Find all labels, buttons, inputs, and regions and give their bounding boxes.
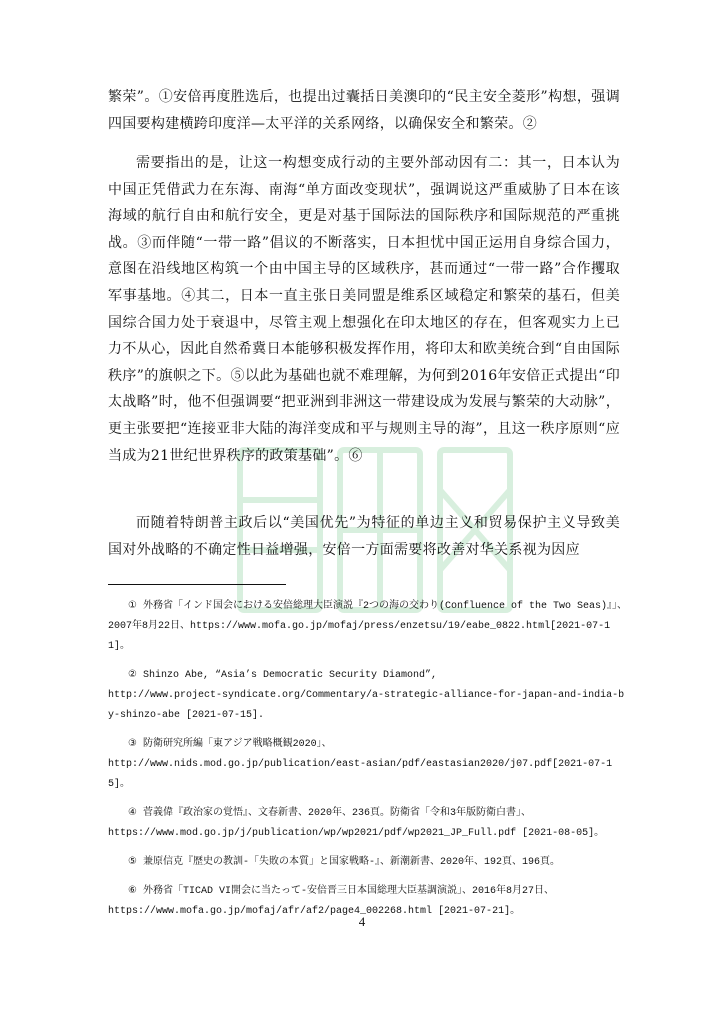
footnote-mark: ① <box>128 600 137 611</box>
footnote-text: Shinzo Abe, “Asia’s Democratic Security Diamond”, <box>142 670 438 681</box>
footnote-text: 菅義偉『政治家の覚悟』、文春新書、2020年、236頁。防衛省「令和3年版防衛白書」、 <box>142 808 531 819</box>
footnote-text: 兼原信克『歴史の教訓-「失敗の本質」と国家戦略-』、新潮新書、2020年、192頁、196頁。 <box>142 857 560 868</box>
footnote-url[interactable]: http://www.project-syndicate.org/Commentary/a-strategic-alliance-for-japan-and-india-by-shinzo-abe [2021-07-15]. <box>108 690 625 721</box>
footnote-4 <box>108 803 628 844</box>
footnote-mark: ③ <box>128 738 137 749</box>
body-paragraph-1: 繁荣”。①安倍再度胜选后，也提出过囊括日美澳印的“民主安全菱形”构想，强调四国要构建横跨印度洋—太平洋的关系网络，以确保安全和繁荣。② <box>108 89 620 132</box>
footnote-url[interactable]: https://www.mod.go.jp/j/publication/wp/wp2021/pdf/wp2021_JP_Full.pdf [2021-08-05]。 <box>108 828 605 839</box>
footnote-url[interactable]: http://www.nids.mod.go.jp/publication/east-asian/pdf/eastasian2020/j07.pdf[2021-07-15]。 <box>108 759 613 790</box>
footnote-mark: ④ <box>128 807 137 818</box>
page-number: 4 <box>358 914 366 929</box>
footnote-5 <box>108 852 628 873</box>
footnote-mark: ② <box>128 669 137 680</box>
footnote-text-cont: 2007年8月22日、https://www.mofa.go.jp/mofaj/press/enzetsu/19/eabe_0822.html[2021-07-11]。 <box>108 621 611 652</box>
footnote-text: 外務省「インド国会における安倍総理大臣演説『2つの海の交わり(Confluence of the Two Seas)』」、 <box>142 601 628 612</box>
footnote-url[interactable]: https://www.mofa.go.jp/mofaj/afr/af2/page4_002268.html [2021-07-21]。 <box>108 906 521 917</box>
footnote-2 <box>108 665 628 726</box>
footnote-mark: ⑤ <box>128 856 137 867</box>
footnote-3 <box>108 734 628 795</box>
footnote-1 <box>108 596 628 657</box>
footnote-separator <box>108 584 286 585</box>
body-paragraph-2: 需要指出的是，让这一构想变成行动的主要外部动因有二：其一，日本认为中国正凭借武力在东海、南海“单方面改变现状”，强调说这严重威胁了日本在该海域的航行自由和航行安全，更是对基于国际法的国际秩序和国际规范的严重挑战。③而伴随“一带一路”倡议的不断落实，日本担忧中国正运用自身综合国力，意图在沿线地区构筑一个由中国主导的区域秩序，甚而通过“一带一路”合作攫取军事基地。④其二，日本一直主张日美同盟是维系区域稳定和繁荣的基石，但美国综合国力处于衰退中，尽管主观上想强化在印太地区的存在，但客观实力上已力不从心，因此自然希冀日本能够积极发挥作用，将印太和欧美统合到“自由国际秩序”的旗帜之下。⑤以此为基础也就不难理解，为何到2016年安倍正式提出“印太战略”时，他不但强调要“把亚洲到非洲这一带建设成为发展与繁荣的大动脉”，更主张要把“连接亚非大陆的海洋变成和平与规则主导的海”，且这一秩序原则“应当成为21世纪世界秩序的政策基础”。⑥ <box>108 155 620 464</box>
footnote-text: 防衛研究所編「東アジア戦略概観2020」、 <box>142 739 332 750</box>
footnotes <box>108 596 628 930</box>
footnote-text: 外務省「TICAD VI開会に当たって-安倍晋三日本国総理大臣基調演説」、2016年8月27日、 <box>142 886 554 897</box>
footnote-mark: ⑥ <box>128 885 137 896</box>
body-paragraph-3: 而随着特朗普主政后以“美国优先”为特征的单边主义和贸易保护主义导致美国对外战略的不确定性日益增强，安倍一方面需要将改善对华关系视为因应 <box>108 515 620 558</box>
